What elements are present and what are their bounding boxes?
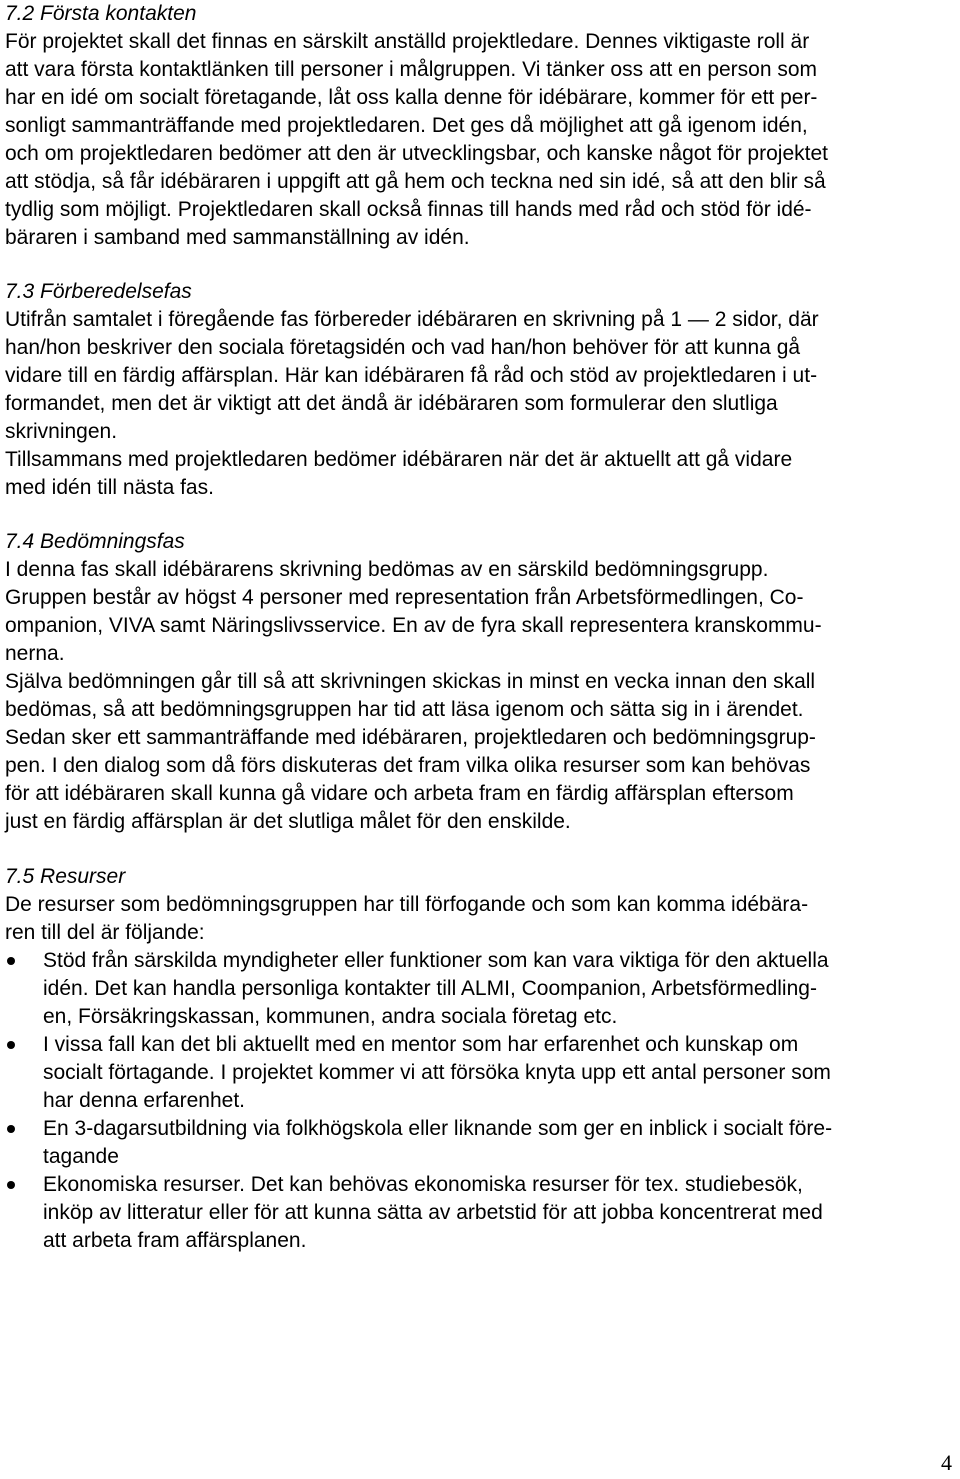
section-forberedelsefas (5, 278, 949, 502)
list-item (5, 1115, 949, 1171)
text-line: tagande (43, 1145, 119, 1168)
text-line: formandet, men det är viktigt att det ändå är idébäraren som formulerar den slutliga (5, 392, 778, 415)
resource-list (5, 947, 949, 1255)
page-number: 4 (941, 1450, 952, 1475)
bullet-icon (7, 1041, 15, 1049)
text-line: Utifrån samtalet i föregående fas förbereder idébäraren en skrivning på 1 — 2 sidor, där (5, 308, 819, 331)
text-line: bäraren i samband med sammanställning av idén. (5, 226, 470, 249)
section-heading: 7.2 Första kontakten (5, 2, 197, 25)
text-line: inköp av litteratur eller för att kunna sätta av arbetstid för att jobba koncentrerat med (43, 1201, 823, 1224)
section-heading: 7.4 Bedömningsfas (5, 530, 185, 553)
text-line: Själva bedömningen går till så att skrivningen skickas in minst en vecka innan den skall (5, 670, 816, 693)
text-line: Ekonomiska resurser. Det kan behövas ekonomiska resurser för tex. studiebesök, (43, 1173, 803, 1196)
text-line: Tillsammans med projektledaren bedömer idébäraren när det är aktuellt att gå vidare (5, 448, 793, 471)
text-line: har denna erfarenhet. (43, 1089, 245, 1112)
section-heading: 7.3 Förberedelsefas (5, 280, 192, 303)
text-line: skrivningen. (5, 420, 118, 443)
section-forsta-kontakten (5, 0, 949, 252)
text-line: idén. Det kan handla personliga kontakter till ALMI, Coompanion, Arbetsförmedling- (43, 977, 817, 1000)
text-line: just en färdig affärsplan är det slutliga målet för den enskilde. (5, 810, 571, 833)
paragraph (5, 891, 949, 947)
text-line: vidare till en färdig affärsplan. Här kan idébäraren få råd och stöd av projektledaren i ut- (5, 364, 818, 387)
paragraph (5, 306, 949, 446)
text-line: att arbeta fram affärsplanen. (43, 1229, 307, 1252)
list-item (5, 1171, 949, 1255)
text-line: för att idébäraren skall kunna gå vidare och arbeta fram en färdig affärsplan eftersom (5, 782, 794, 805)
text-line: bedömas, så att bedömningsgruppen har tid att läsa igenom och sätta sig in i ärendet. (5, 698, 804, 721)
text-line: har en idé om socialt företagande, låt oss kalla denne för idébärare, kommer för ett per- (5, 86, 818, 109)
paragraph (5, 584, 949, 668)
text-line: att stödja, så får idébäraren i uppgift att gå hem och teckna ned sin idé, så att den blir så (5, 170, 826, 193)
list-item (5, 947, 949, 1031)
text-line: I denna fas skall idébärarens skrivning bedömas av en särskild bedömningsgrupp. (5, 558, 769, 581)
text-line: Gruppen består av högst 4 personer med representation från Arbetsförmedlingen, Co- (5, 586, 804, 609)
text-line: socialt förtagande. I projektet kommer vi att försöka knyta upp ett antal personer som (43, 1061, 831, 1084)
text-line: Sedan sker ett sammanträffande med idébäraren, projektledaren och bedömningsgrup- (5, 726, 816, 749)
text-line: ompanion, VIVA samt Näringslivsservice. En av de fyra skall representera kranskommu- (5, 614, 822, 637)
text-line: Stöd från särskilda myndigheter eller funktioner som kan vara viktiga för den aktuella (43, 949, 829, 972)
text-line: sonligt sammanträffande med projektledaren. Det ges då möjlighet att gå igenom idén, (5, 114, 808, 137)
text-line: och om projektledaren bedömer att den är utvecklingsbar, och kanske något för projektet (5, 142, 828, 165)
text-line: med idén till nästa fas. (5, 476, 214, 499)
paragraph (5, 446, 949, 502)
text-line: De resurser som bedömningsgruppen har till förfogande och som kan komma idébära- (5, 893, 809, 916)
bullet-icon (7, 1181, 15, 1189)
text-line: nerna. (5, 642, 65, 665)
paragraph (5, 724, 949, 836)
text-line: En 3-dagarsutbildning via folkhögskola eller liknande som ger en inblick i socialt före- (43, 1117, 833, 1140)
text-line: pen. I den dialog som då förs diskuteras det fram vilka olika resurser som kan behövas (5, 754, 811, 777)
text-line: att vara första kontaktlänken till personer i målgruppen. Vi tänker oss att en person som (5, 58, 818, 81)
paragraph (5, 556, 949, 584)
section-heading: 7.5 Resurser (5, 865, 126, 888)
section-resurser (5, 863, 949, 1255)
bullet-icon (7, 957, 15, 965)
list-item (5, 1031, 949, 1115)
section-bedomningsfas (5, 528, 949, 836)
text-line: tydlig som möjligt. Projektledaren skall också finnas till hands med råd och stöd för idé- (5, 198, 812, 221)
text-line: För projektet skall det finnas en särskilt anställd projektledare. Dennes viktigaste roll är (5, 30, 810, 53)
paragraph (5, 28, 949, 252)
text-line: han/hon beskriver den sociala företagsidén och vad han/hon behöver för att kunna gå (5, 336, 801, 359)
text-line: en, Försäkringskassan, kommunen, andra sociala företag etc. (43, 1005, 618, 1028)
text-line: I vissa fall kan det bli aktuellt med en mentor som har erfarenhet och kunskap om (43, 1033, 799, 1056)
bullet-icon (7, 1125, 15, 1133)
text-line: ren till del är följande: (5, 921, 205, 944)
paragraph (5, 668, 949, 724)
